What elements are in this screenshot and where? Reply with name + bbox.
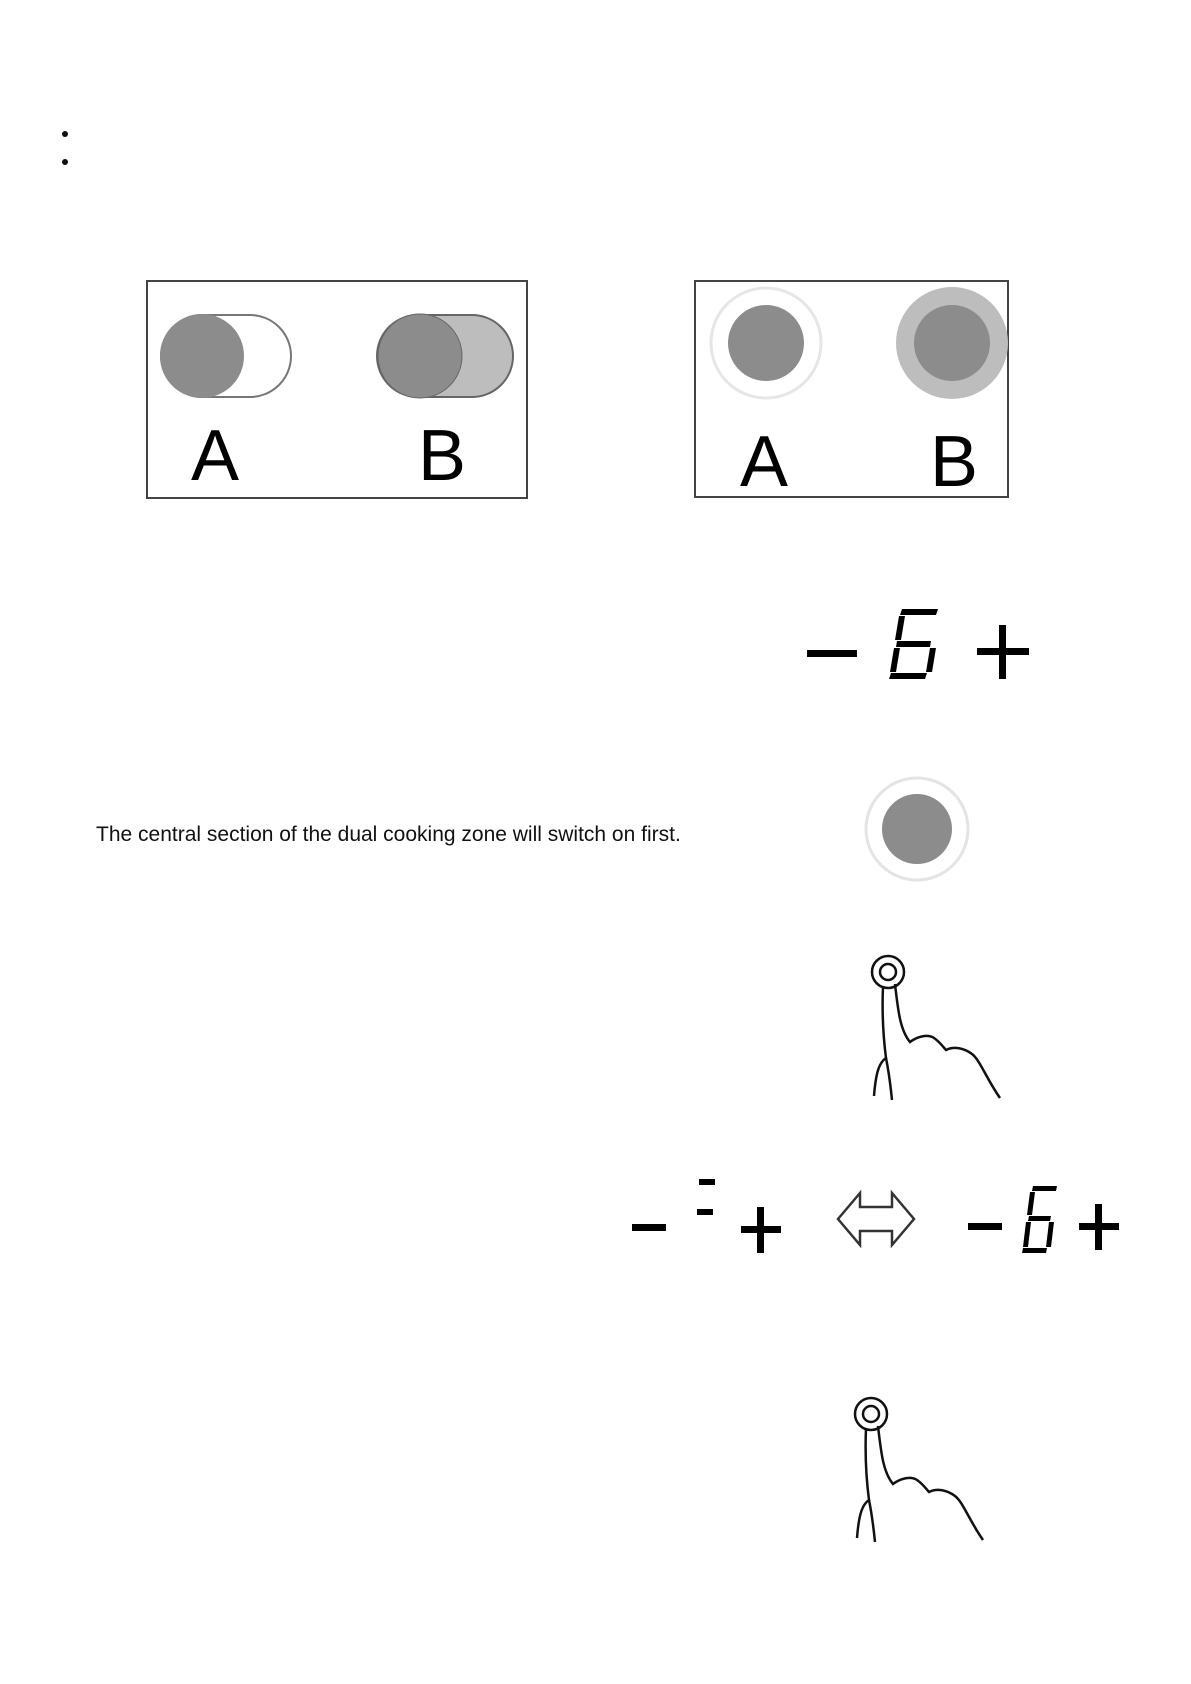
finger-touch-icon (862, 950, 1012, 1105)
level-6-digit (889, 609, 938, 679)
bullet-marker (62, 131, 68, 137)
minus-icon (807, 650, 857, 657)
central-zone-on-icon (863, 775, 971, 883)
double-arrow-icon (838, 1193, 914, 1245)
zone-b-label: B (418, 416, 467, 496)
toggle-display-row (620, 1175, 1135, 1275)
round-zone-a-icon (708, 285, 824, 401)
minus-icon (632, 1224, 666, 1231)
zone-b-label: B (930, 422, 979, 502)
oval-dual-zone-diagram (146, 280, 528, 499)
plus-icon (1079, 1204, 1119, 1250)
round-zone-b-icon (894, 285, 1010, 401)
finger-touch-icon (845, 1392, 995, 1547)
central-section-caption: The central section of the dual cooking zone will switch on first. (96, 823, 681, 846)
zone-a-label: A (191, 416, 240, 496)
plus-icon (977, 625, 1029, 679)
level-6-digit (1022, 1186, 1057, 1253)
power-level-display (800, 604, 1040, 684)
oval-zone-a-icon (158, 312, 298, 402)
partial-segment-digit (697, 1179, 715, 1215)
minus-icon (968, 1223, 1002, 1230)
oval-zone-b-icon (374, 312, 519, 402)
round-dual-zone-diagram (694, 280, 1009, 502)
plus-icon (741, 1207, 781, 1253)
zone-a-label: A (740, 422, 789, 502)
bullet-marker (62, 159, 68, 165)
